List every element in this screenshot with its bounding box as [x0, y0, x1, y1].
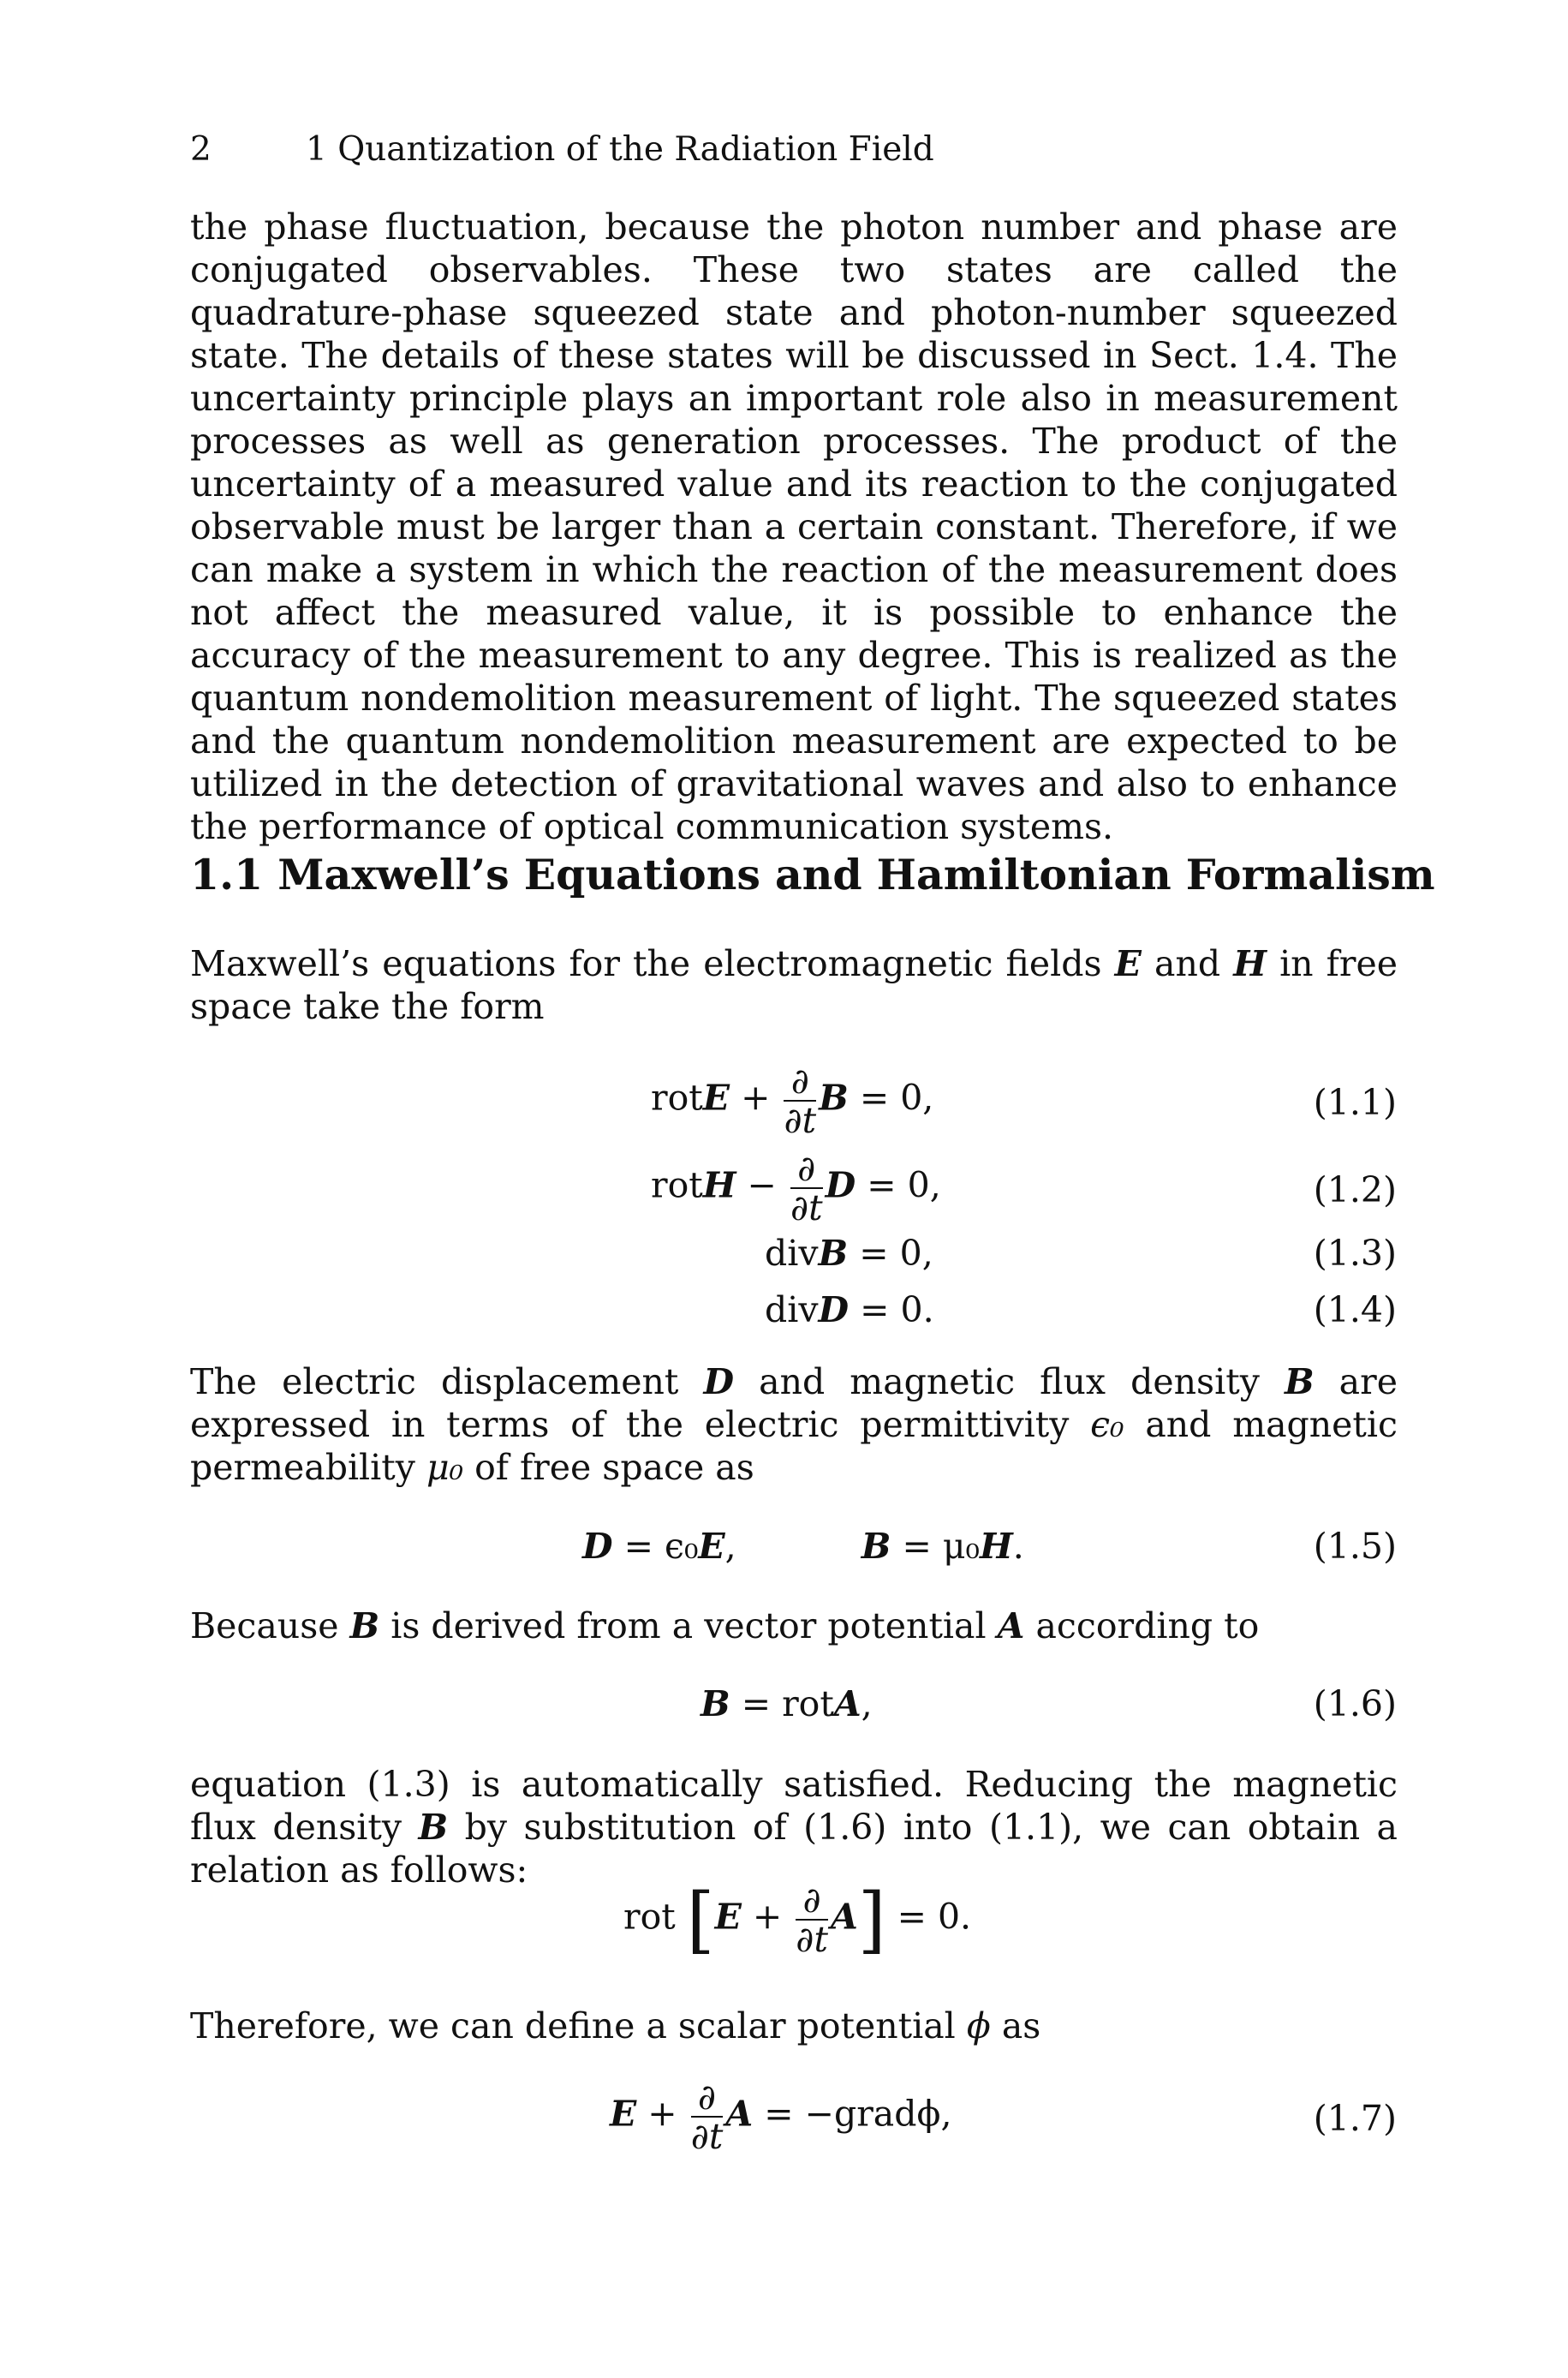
text: by substitution of (1.6) into (1.1), we can obtain a relation as follows:: [190, 1807, 1398, 1891]
equation-rhs: = −gradϕ,: [753, 2093, 952, 2135]
symbol-a: A: [997, 1605, 1025, 1646]
paragraph-displacement: [190, 1360, 1398, 1489]
numerator: ∂: [790, 1150, 823, 1189]
symbol-h: H: [1233, 943, 1267, 984]
symbol-b: B: [819, 1077, 849, 1119]
symbol-b: B: [818, 1233, 849, 1274]
symbol-d: D: [703, 1361, 735, 1402]
equation-rhs: = 0,: [848, 1233, 933, 1274]
chapter-title: 1 Quantization of the Radiation Field: [306, 130, 934, 169]
equation-body: [701, 1682, 873, 1725]
equation-1-1: [0, 1061, 1568, 1141]
denominator: ∂t: [790, 1187, 823, 1228]
paragraph-vector-potential: [190, 1604, 1398, 1647]
equation-rhs: = 0.: [849, 1289, 934, 1330]
equation-rhs: = 0,: [856, 1164, 941, 1206]
operator-rot: rot: [623, 1896, 687, 1938]
page-number: 2: [190, 130, 212, 169]
operator: −: [736, 1164, 788, 1206]
numerator: ∂: [796, 1881, 828, 1921]
symbol-epsilon0: ϵ₀: [1090, 1404, 1124, 1445]
paragraph-scalar-potential: [190, 2005, 1398, 2047]
text: are expressed in terms of the electric permittivity: [190, 1361, 1398, 1445]
text: and magnetic flux density: [734, 1361, 1285, 1402]
symbol-a: A: [833, 1683, 862, 1724]
equation-number: (1.3): [1313, 1233, 1397, 1274]
symbol-e: E: [610, 2093, 637, 2135]
numerator: ∂: [691, 2078, 724, 2118]
partial-fraction: [691, 2078, 724, 2155]
text: Maxwell’s equations for the electromagnetic fields: [190, 943, 1115, 984]
symbol-e: E: [1114, 943, 1142, 984]
equation-1-2: [0, 1148, 1568, 1228]
equation-body: [610, 2078, 951, 2155]
text: according to: [1024, 1605, 1260, 1646]
symbol-e: E: [698, 1526, 725, 1567]
partial-fraction: [790, 1150, 823, 1227]
symbol-phi: ϕ: [966, 2005, 991, 2046]
equation-number: (1.4): [1313, 1289, 1397, 1330]
text: is derived from a vector potential: [379, 1605, 998, 1646]
punctuation: ,: [861, 1683, 873, 1724]
equation-1-7: [0, 2076, 1568, 2157]
symbol-d: D: [582, 1526, 613, 1567]
equation-rhs: = rot: [730, 1683, 834, 1724]
equation-1-5: [0, 1525, 1568, 1593]
paragraph-maxwell: [190, 942, 1398, 1028]
symbol-d: D: [825, 1164, 856, 1206]
equation-rhs: = 0,: [848, 1077, 934, 1119]
punctuation: ,: [724, 1526, 736, 1567]
intro-paragraph: the phase fluctuation, because the photon number and phase are conjugated observables. These two states are called the quadrature-phase squeezed state and photon-number squeezed state. The details of these states will be discussed in Sect. 1.4. The uncertainty principle plays an important role also in measurement processes as well as generation processes. The product of the uncertainty of a measured value and its reaction to the conjugated observable must be larger than a certain constant. Therefore, if we can make a system in which the reaction of the measurement does not affect the measured value, it is possible to enhance the accuracy of the measurement to any degree. This is realized as the quantum nondemolition measurement of light. The squeezed states and the quantum nondemolition measurement are expected to be utilized in the detection of gravitational waves and also to enhance the performance of optical communication systems.: [190, 206, 1398, 847]
denominator: ∂t: [690, 2116, 724, 2157]
equation-body: [765, 1232, 933, 1275]
operator: +: [636, 2093, 689, 2135]
operator: +: [741, 1896, 794, 1938]
denominator: ∂t: [784, 1100, 817, 1141]
denominator: ∂t: [796, 1919, 828, 1960]
text: and magnetic permeability: [190, 1404, 1398, 1488]
operator-rot: rot: [651, 1077, 703, 1119]
operator-div: div: [765, 1289, 819, 1330]
operator-rot: rot: [651, 1164, 703, 1206]
equation-1-4: [0, 1288, 1568, 1357]
operator-div: div: [765, 1233, 819, 1274]
symbol-h: H: [702, 1164, 736, 1206]
symbol-a: A: [830, 1896, 858, 1938]
numerator: ∂: [784, 1062, 816, 1102]
equation-rhs: = 0.: [885, 1896, 972, 1938]
text: Because: [190, 1605, 350, 1646]
equation-body: [623, 1878, 972, 1962]
symbol-b: B: [349, 1605, 380, 1646]
equation-body: [651, 1062, 933, 1139]
equation-number: (1.1): [1313, 1082, 1397, 1123]
equation-1-6: [0, 1682, 1568, 1751]
symbol-b: B: [1284, 1361, 1315, 1402]
symbol-e: E: [714, 1896, 742, 1938]
operator: +: [730, 1077, 782, 1119]
right-bracket: ]: [857, 1878, 886, 1962]
symbol-b: B: [418, 1807, 449, 1848]
equation-body: [651, 1150, 941, 1227]
text: as: [990, 2005, 1041, 2046]
equation-body: [765, 1288, 934, 1331]
equation-rhs: = ϵ₀: [612, 1526, 699, 1567]
equation-rhs: = μ₀: [891, 1526, 980, 1567]
text: of free space as: [463, 1447, 754, 1488]
symbol-b: B: [861, 1526, 891, 1567]
equation-number: (1.2): [1313, 1169, 1397, 1210]
text: and: [1141, 943, 1234, 984]
equation-number: (1.6): [1313, 1683, 1397, 1724]
symbol-d: D: [818, 1289, 850, 1330]
text: The electric displacement: [190, 1361, 704, 1402]
symbol-e: E: [702, 1077, 730, 1119]
punctuation: .: [1012, 1526, 1024, 1567]
partial-fraction: [796, 1881, 828, 1958]
symbol-h: H: [979, 1526, 1013, 1567]
text: Therefore, we can define a scalar potential: [190, 2005, 967, 2046]
left-bracket: [: [686, 1878, 715, 1962]
symbol-b: B: [701, 1683, 730, 1724]
partial-fraction: [784, 1062, 816, 1139]
text: in free space take the form: [190, 943, 1398, 1027]
equation-number: (1.7): [1313, 2098, 1397, 2139]
paragraph-reduction: [190, 1763, 1398, 1891]
equation-body: [582, 1525, 1024, 1568]
text: equation (1.3) is automatically satisfied. Reducing the magnetic flux density: [190, 1764, 1398, 1848]
symbol-mu0: μ₀: [426, 1447, 464, 1488]
section-heading: 1.1 Maxwell’s Equations and Hamiltonian Formalism: [190, 850, 1435, 899]
symbol-a: A: [725, 2093, 754, 2135]
equation-rot-relation: [0, 1878, 1568, 1975]
equation-number: (1.5): [1313, 1526, 1397, 1567]
